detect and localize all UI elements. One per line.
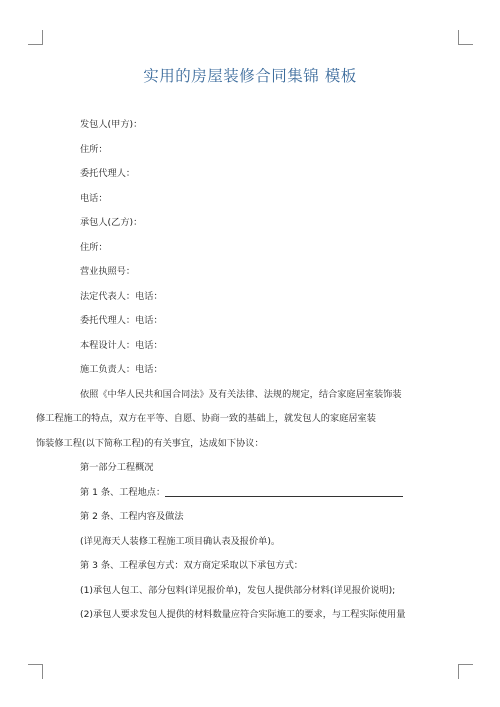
- article-1: [80, 481, 440, 506]
- field-designer: 本程设计人：电话：: [80, 339, 163, 351]
- intro-line-2: 修工程施工的特点，双方在平等、自愿、协商一致的基础上，就发包人的家庭居室装: [36, 413, 376, 424]
- article-2-note: (详见海天人装修工程施工项目确认表及报价单)。: [80, 535, 281, 547]
- field-construction-lead: 施工负责人：电话：: [80, 364, 163, 375]
- article-2: 第 2 条、工程内容及做法: [80, 511, 184, 522]
- article-3-item-1: (1)承包人包工、部分包料(详见报价单)，发包人提供部分材料(详见报价说明);: [80, 584, 396, 596]
- article-1-label: 第 1 条、工程地点：: [80, 486, 166, 498]
- field-contractor-agent: 委托代理人：电话：: [80, 315, 163, 326]
- field-employer-agent: 委托代理人：: [80, 168, 136, 179]
- crop-mark-top-right: [458, 30, 473, 45]
- intro-line-3: 饰装修工程(以下简称工程)的有关事宜，达成如下协议：: [36, 437, 264, 449]
- field-business-license: 营业执照号：: [80, 266, 136, 277]
- article-3: 第 3 条、工程承包方式：双方商定采取以下承包方式：: [80, 560, 303, 571]
- address-blank-line: [165, 486, 403, 497]
- document-title: 实用的房屋装修合同集锦 模板: [143, 67, 357, 85]
- document-body: [36, 113, 440, 628]
- field-employer-phone: 电话：: [80, 192, 108, 204]
- intro-line-1: 依照《中华人民共和国合同法》及有关法律、法规的规定，结合家庭居室装饰装: [80, 388, 402, 400]
- field-contractor-address: 住所：: [80, 241, 108, 253]
- field-employer-address: 住所：: [80, 143, 108, 155]
- crop-mark-top-left: [28, 30, 43, 45]
- crop-mark-bottom-right: [458, 664, 473, 679]
- section-heading: 第一部分工程概况: [80, 462, 154, 473]
- crop-mark-bottom-left: [28, 664, 43, 679]
- article-3-item-2: (2)承包人要求发包人提供的材料数量应符合实际施工的要求，与工程实际使用量: [80, 609, 406, 620]
- field-employer: 发包人(甲方)：: [80, 119, 143, 130]
- field-contractor: 承包人(乙方)：: [80, 217, 143, 228]
- field-legal-rep: 法定代表人：电话：: [80, 290, 163, 302]
